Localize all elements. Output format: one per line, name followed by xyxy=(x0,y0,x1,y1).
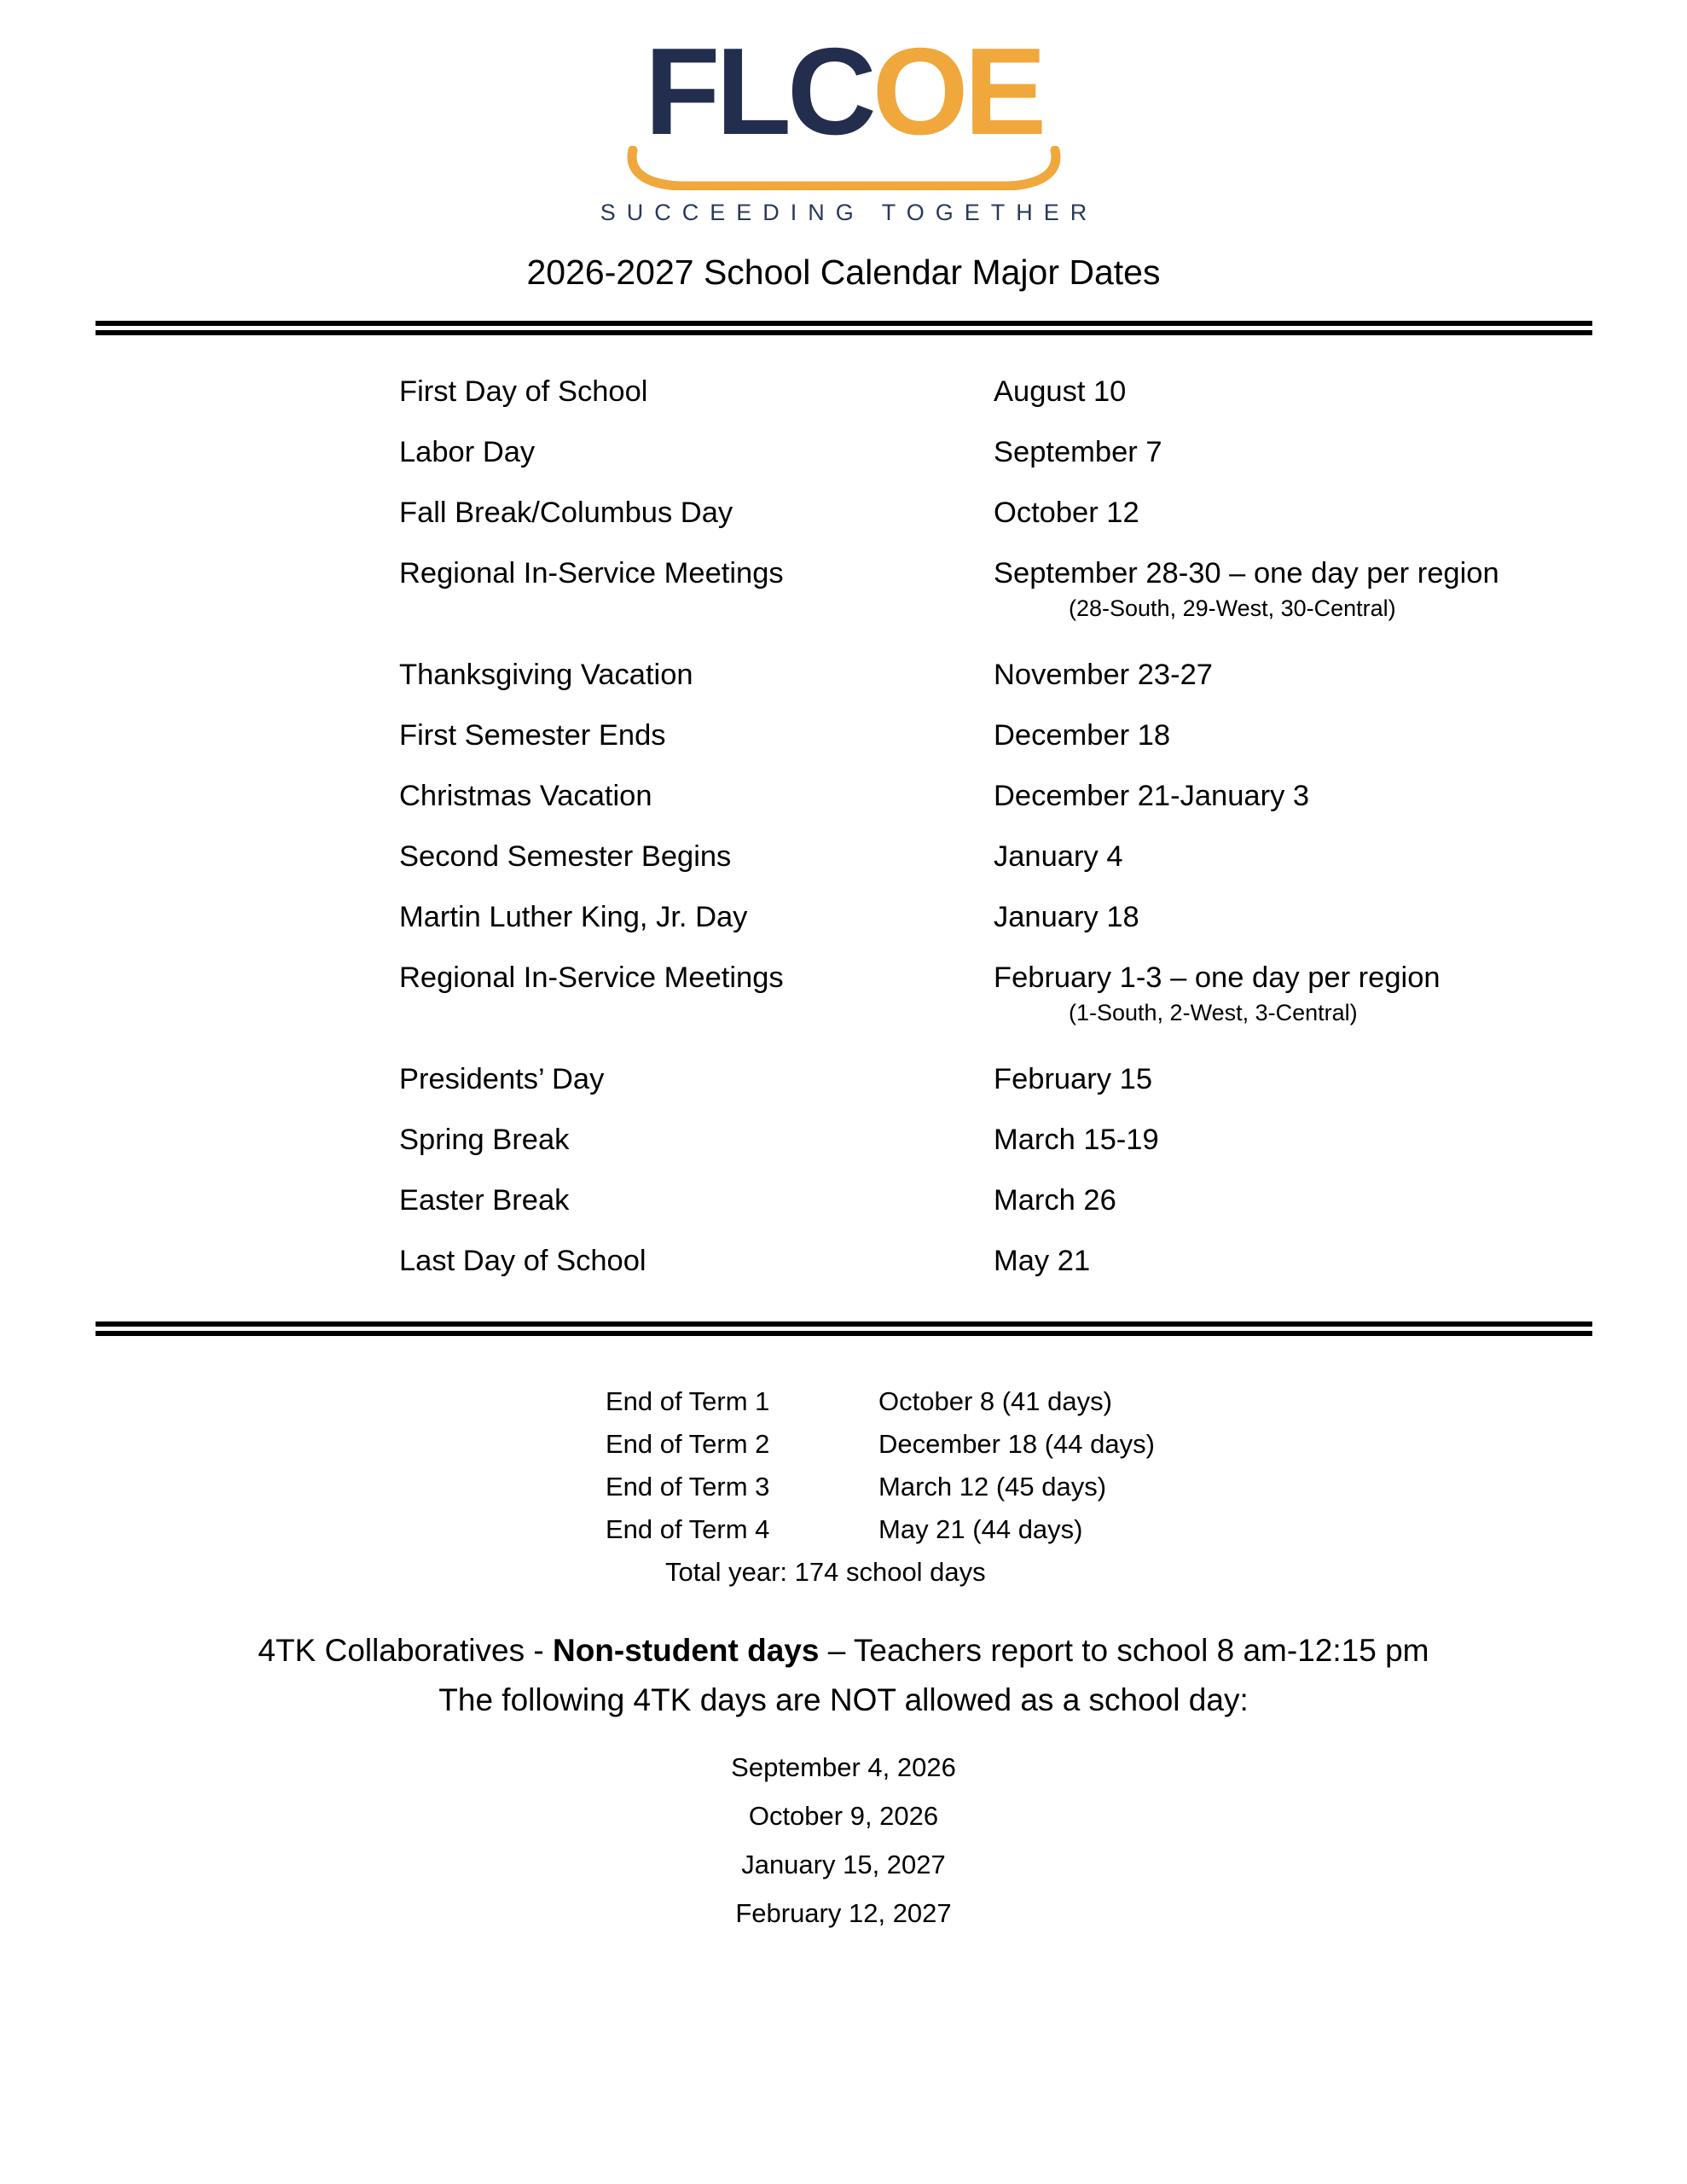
collaboratives-subheading: The following 4TK days are NOT allowed as a school day: xyxy=(438,1682,1249,1717)
event-label: Christmas Vacation xyxy=(399,779,652,812)
event-note: (28-South, 29-West, 30-Central) xyxy=(1069,595,1396,621)
logo-tagline: SUCCEEDING TOGETHER xyxy=(600,199,1099,225)
event-date: August 10 xyxy=(994,375,1127,408)
collab-date: October 9, 2026 xyxy=(748,1800,939,1831)
divider-top xyxy=(96,321,1592,335)
event-row xyxy=(399,375,1687,410)
event-row xyxy=(399,556,1687,632)
event-row xyxy=(399,961,1687,1037)
term-row xyxy=(606,1513,1687,1545)
event-row xyxy=(399,1062,1687,1097)
event-date: May 21 xyxy=(994,1244,1091,1277)
collab-date: February 12, 2027 xyxy=(735,1897,952,1928)
collab-date: September 4, 2026 xyxy=(731,1751,956,1782)
event-label: Regional In-Service Meetings xyxy=(399,961,784,994)
logo-oe-text: OE xyxy=(872,22,1043,160)
event-label: Martin Luther King, Jr. Day xyxy=(399,900,748,933)
event-date: February 15 xyxy=(994,1062,1153,1095)
event-row xyxy=(399,718,1687,753)
event-label: Fall Break/Columbus Day xyxy=(399,496,733,529)
term-value: October 8 (41 days) xyxy=(878,1385,1112,1416)
event-label: Presidents’ Day xyxy=(399,1062,605,1095)
event-label: Second Semester Begins xyxy=(399,839,732,873)
collab-heading-suffix: – Teachers report to school 8 am-12:15 pm xyxy=(819,1632,1429,1668)
event-date-cell xyxy=(994,556,1687,632)
collaboratives-section xyxy=(0,1632,1687,1719)
event-row xyxy=(399,1123,1687,1158)
event-date: November 23-27 xyxy=(994,658,1213,691)
event-label: Spring Break xyxy=(399,1123,570,1156)
term-value: March 12 (45 days) xyxy=(878,1471,1107,1502)
total-year-days: Total year: 174 school days xyxy=(665,1556,986,1587)
event-row xyxy=(399,658,1687,693)
event-row xyxy=(399,496,1687,531)
terms-summary xyxy=(606,1385,1687,1588)
logo-flc-text: FLC xyxy=(644,22,872,160)
event-date: January 18 xyxy=(994,900,1139,933)
term-label: End of Term 1 xyxy=(606,1385,770,1416)
event-date: February 1-3 – one day per region xyxy=(994,961,1441,994)
event-label: Labor Day xyxy=(399,435,536,468)
collab-heading-prefix: 4TK Collaboratives - xyxy=(258,1632,553,1668)
event-row xyxy=(399,1244,1687,1279)
event-row xyxy=(399,900,1687,935)
event-date-cell xyxy=(994,961,1687,1037)
logo-wordmark xyxy=(0,22,1687,160)
event-row xyxy=(399,779,1687,814)
event-row xyxy=(399,435,1687,470)
logo xyxy=(0,22,1687,226)
event-label: First Semester Ends xyxy=(399,718,666,752)
term-value: May 21 (44 days) xyxy=(878,1513,1083,1544)
term-label: End of Term 4 xyxy=(606,1513,770,1544)
event-date: December 21-January 3 xyxy=(994,779,1310,812)
collab-heading-bold: Non-student days xyxy=(552,1632,820,1668)
term-value: December 18 (44 days) xyxy=(878,1428,1155,1459)
event-date: December 18 xyxy=(994,718,1171,752)
event-date: September 28-30 – one day per region xyxy=(994,556,1499,590)
term-row xyxy=(606,1428,1687,1460)
event-label: Last Day of School xyxy=(399,1244,646,1277)
collaboratives-dates xyxy=(0,1751,1687,1929)
event-date: March 26 xyxy=(994,1183,1116,1217)
term-label: End of Term 2 xyxy=(606,1428,770,1459)
major-dates-table xyxy=(399,375,1687,1279)
page-title: 2026-2027 School Calendar Major Dates xyxy=(526,252,1161,292)
event-note: (1-South, 2-West, 3-Central) xyxy=(1069,999,1358,1025)
collab-date: January 15, 2027 xyxy=(741,1849,946,1879)
event-date: September 7 xyxy=(994,435,1162,468)
term-row xyxy=(606,1471,1687,1502)
event-date: January 4 xyxy=(994,839,1123,873)
event-date: March 15-19 xyxy=(994,1123,1159,1156)
term-row xyxy=(606,1385,1687,1417)
event-date: October 12 xyxy=(994,496,1139,529)
event-row xyxy=(399,1183,1687,1218)
term-label: End of Term 3 xyxy=(606,1471,770,1502)
event-label: Regional In-Service Meetings xyxy=(399,556,784,590)
event-label: Thanksgiving Vacation xyxy=(399,658,693,691)
event-label: Easter Break xyxy=(399,1183,570,1217)
event-row xyxy=(399,839,1687,874)
event-label: First Day of School xyxy=(399,375,648,408)
collaboratives-heading xyxy=(0,1632,1687,1670)
divider-bottom xyxy=(96,1321,1592,1336)
